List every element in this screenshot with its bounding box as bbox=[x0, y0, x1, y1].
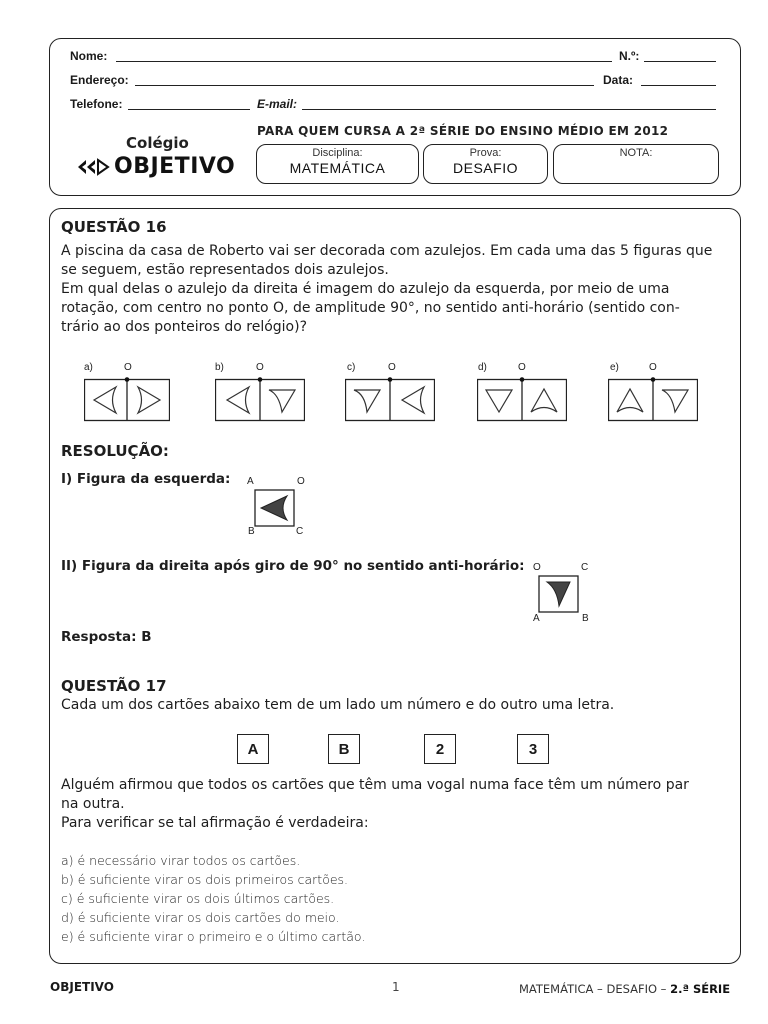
q16-text-line: A piscina da casa de Roberto vai ser decorada com azulejos. Em cada uma das 5 figuras que bbox=[61, 243, 713, 259]
prova-value: DESAFIO bbox=[453, 160, 518, 176]
footer-series: 2.ª SÉRIE bbox=[670, 982, 731, 996]
figure-e-label: e) bbox=[610, 362, 619, 373]
step2-tile bbox=[538, 574, 580, 614]
endereco-field[interactable] bbox=[135, 85, 594, 86]
endereco-label: Endereço: bbox=[70, 73, 129, 87]
q17-text-line: na outra. bbox=[61, 796, 125, 812]
card-1: A bbox=[237, 734, 269, 764]
option-e: e) é suficiente virar o primeiro e o último cartão. bbox=[61, 929, 366, 944]
telefone-label: Telefone: bbox=[70, 97, 123, 111]
figure-b-center-label: O bbox=[256, 362, 264, 373]
q17-intro: Cada um dos cartões abaixo tem de um lado um número e do outro uma letra. bbox=[61, 697, 615, 713]
prova-label: Prova: bbox=[469, 147, 502, 159]
option-b: b) é suficiente virar os dois primeiros cartões. bbox=[61, 872, 349, 887]
footer-course bbox=[519, 982, 730, 996]
email-field[interactable] bbox=[302, 109, 716, 110]
step1-tile bbox=[254, 488, 296, 528]
card-2: B bbox=[328, 734, 360, 764]
figure-b-tiles bbox=[215, 372, 305, 422]
q16-text-line: se seguem, estão representados dois azulejos. bbox=[61, 262, 389, 278]
prova-box bbox=[423, 144, 548, 184]
figure-e-center-label: O bbox=[649, 362, 657, 373]
figure-d-center-label: O bbox=[518, 362, 526, 373]
figure-d-label: d) bbox=[478, 362, 487, 373]
point-o-label: O bbox=[533, 562, 541, 573]
point-b-label: B bbox=[582, 613, 589, 624]
nome-field[interactable] bbox=[116, 61, 612, 62]
figure-d-tiles bbox=[477, 372, 567, 422]
point-c-label: C bbox=[296, 526, 304, 537]
numero-label: N.º: bbox=[619, 49, 640, 63]
data-field[interactable] bbox=[641, 85, 716, 86]
figure-a-tiles bbox=[84, 372, 170, 422]
email-label: E-mail: bbox=[257, 97, 298, 111]
resolution-title: RESOLUÇÃO: bbox=[61, 442, 169, 460]
resolution-answer: Resposta: B bbox=[61, 629, 152, 645]
figure-e-tiles bbox=[608, 372, 698, 422]
nota-label: NOTA: bbox=[619, 147, 653, 159]
card-4: 3 bbox=[517, 734, 549, 764]
resolution-step-2: II) Figura da direita após giro de 90° no sentido anti-horário: bbox=[61, 558, 525, 574]
telefone-field[interactable] bbox=[128, 109, 250, 110]
option-a: a) é necessário virar todos os cartões. bbox=[61, 853, 301, 868]
disciplina-value: MATEMÁTICA bbox=[289, 160, 386, 176]
figure-c-tiles bbox=[345, 372, 435, 422]
option-d: d) é suficiente virar os dois cartões do meio. bbox=[61, 910, 340, 925]
point-a-label: A bbox=[533, 613, 540, 624]
disciplina-box bbox=[256, 144, 419, 184]
point-c-label: C bbox=[581, 562, 589, 573]
figure-c-center-label: O bbox=[388, 362, 396, 373]
footer-course-text: MATEMÁTICA – DESAFIO – bbox=[519, 982, 671, 996]
q16-title: QUESTÃO 16 bbox=[61, 218, 167, 236]
figure-b-label: b) bbox=[215, 362, 224, 373]
figure-a-center-label: O bbox=[124, 362, 132, 373]
logo bbox=[76, 154, 235, 179]
q16-text-line: trário ao dos ponteiros do relógio)? bbox=[61, 319, 308, 335]
logo-chevrons-icon bbox=[76, 157, 110, 177]
q16-text-line: Em qual delas o azulejo da direita é imagem do azulejo da esquerda, por meio de uma bbox=[61, 281, 670, 297]
page-subtitle: PARA QUEM CURSA A 2ª SÉRIE DO ENSINO MÉDIO EM 2012 bbox=[257, 124, 669, 138]
resolution-step-1: I) Figura da esquerda: bbox=[61, 471, 231, 487]
q17-text-line: Alguém afirmou que todos os cartões que têm uma vogal numa face têm um número par bbox=[61, 777, 689, 793]
footer-brand: OBJETIVO bbox=[50, 980, 114, 994]
data-label: Data: bbox=[603, 73, 634, 87]
point-a-label: A bbox=[247, 476, 254, 487]
option-c: c) é suficiente virar os dois últimos cartões. bbox=[61, 891, 335, 906]
q17-title: QUESTÃO 17 bbox=[61, 677, 167, 695]
nota-box[interactable] bbox=[553, 144, 719, 184]
figure-a-label: a) bbox=[84, 362, 93, 373]
figure-c-label: c) bbox=[347, 362, 356, 373]
numero-field[interactable] bbox=[644, 61, 716, 62]
disciplina-label: Disciplina: bbox=[312, 147, 363, 159]
point-b-label: B bbox=[248, 526, 255, 537]
q17-text-line: Para verificar se tal afirmação é verdadeira: bbox=[61, 815, 369, 831]
q16-text-line: rotação, com centro no ponto O, de amplitude 90°, no sentido anti-horário (sentido con- bbox=[61, 300, 680, 316]
page-number: 1 bbox=[392, 980, 400, 994]
nome-label: Nome: bbox=[70, 49, 108, 63]
card-3: 2 bbox=[424, 734, 456, 764]
logo-name: OBJETIVO bbox=[114, 154, 236, 179]
point-o-label: O bbox=[297, 476, 305, 487]
logo-college-text: Colégio bbox=[126, 134, 189, 152]
